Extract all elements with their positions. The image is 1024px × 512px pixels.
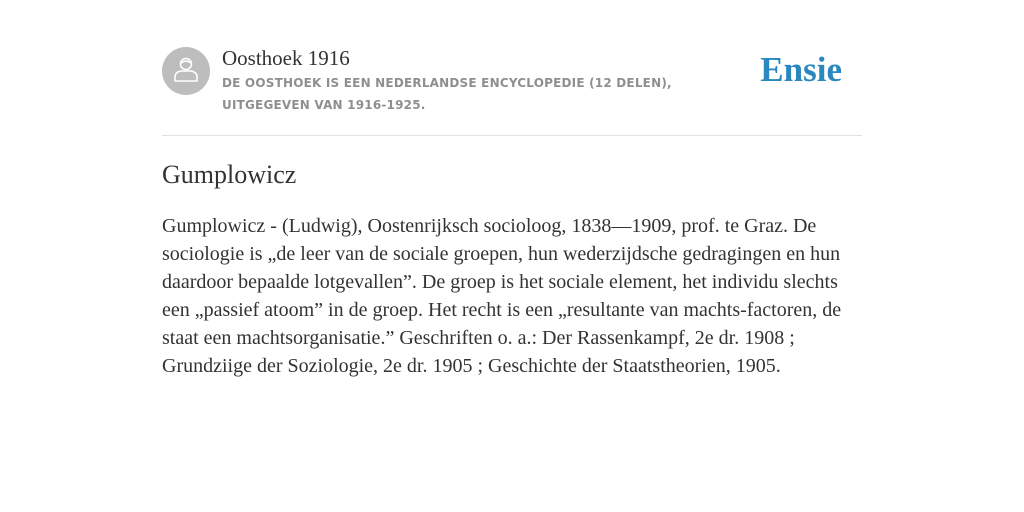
person-icon (171, 54, 201, 89)
entry-body: Gumplowicz - (Ludwig), Oostenrijksch socioloog, 1838—1909, prof. te Graz. De sociologie is „de leer van de sociale groepen, hun wederzijdsche gedragingen en hun daardoor bepaalde lotgevallen”. De groep is het sociale element, het individu slechts een „passief atoom” in de groep. Het recht is een „resultante van machts-factoren, de staat een machtsorganisatie.” Geschriften o. a.: Der Rassenkampf, 2e dr. 1908 ; Grundziige der Soziologie, 2e dr. 1905 ; Geschichte der Staatstheorien, 1905. (162, 215, 842, 377)
ensie-logo[interactable]: Ensie (760, 50, 842, 89)
page-container (162, 44, 862, 377)
source-header (162, 44, 862, 136)
source-description: DE OOSTHOEK IS EEN NEDERLANDSE ENCYCLOPEDIE (12 DELEN), UITGEGEVEN VAN 1916-1925. (222, 76, 672, 112)
source-info (222, 44, 762, 116)
source-title[interactable]: Oosthoek 1916 (222, 46, 350, 70)
entry-title: Gumplowicz (162, 160, 297, 189)
source-avatar[interactable] (162, 47, 210, 95)
